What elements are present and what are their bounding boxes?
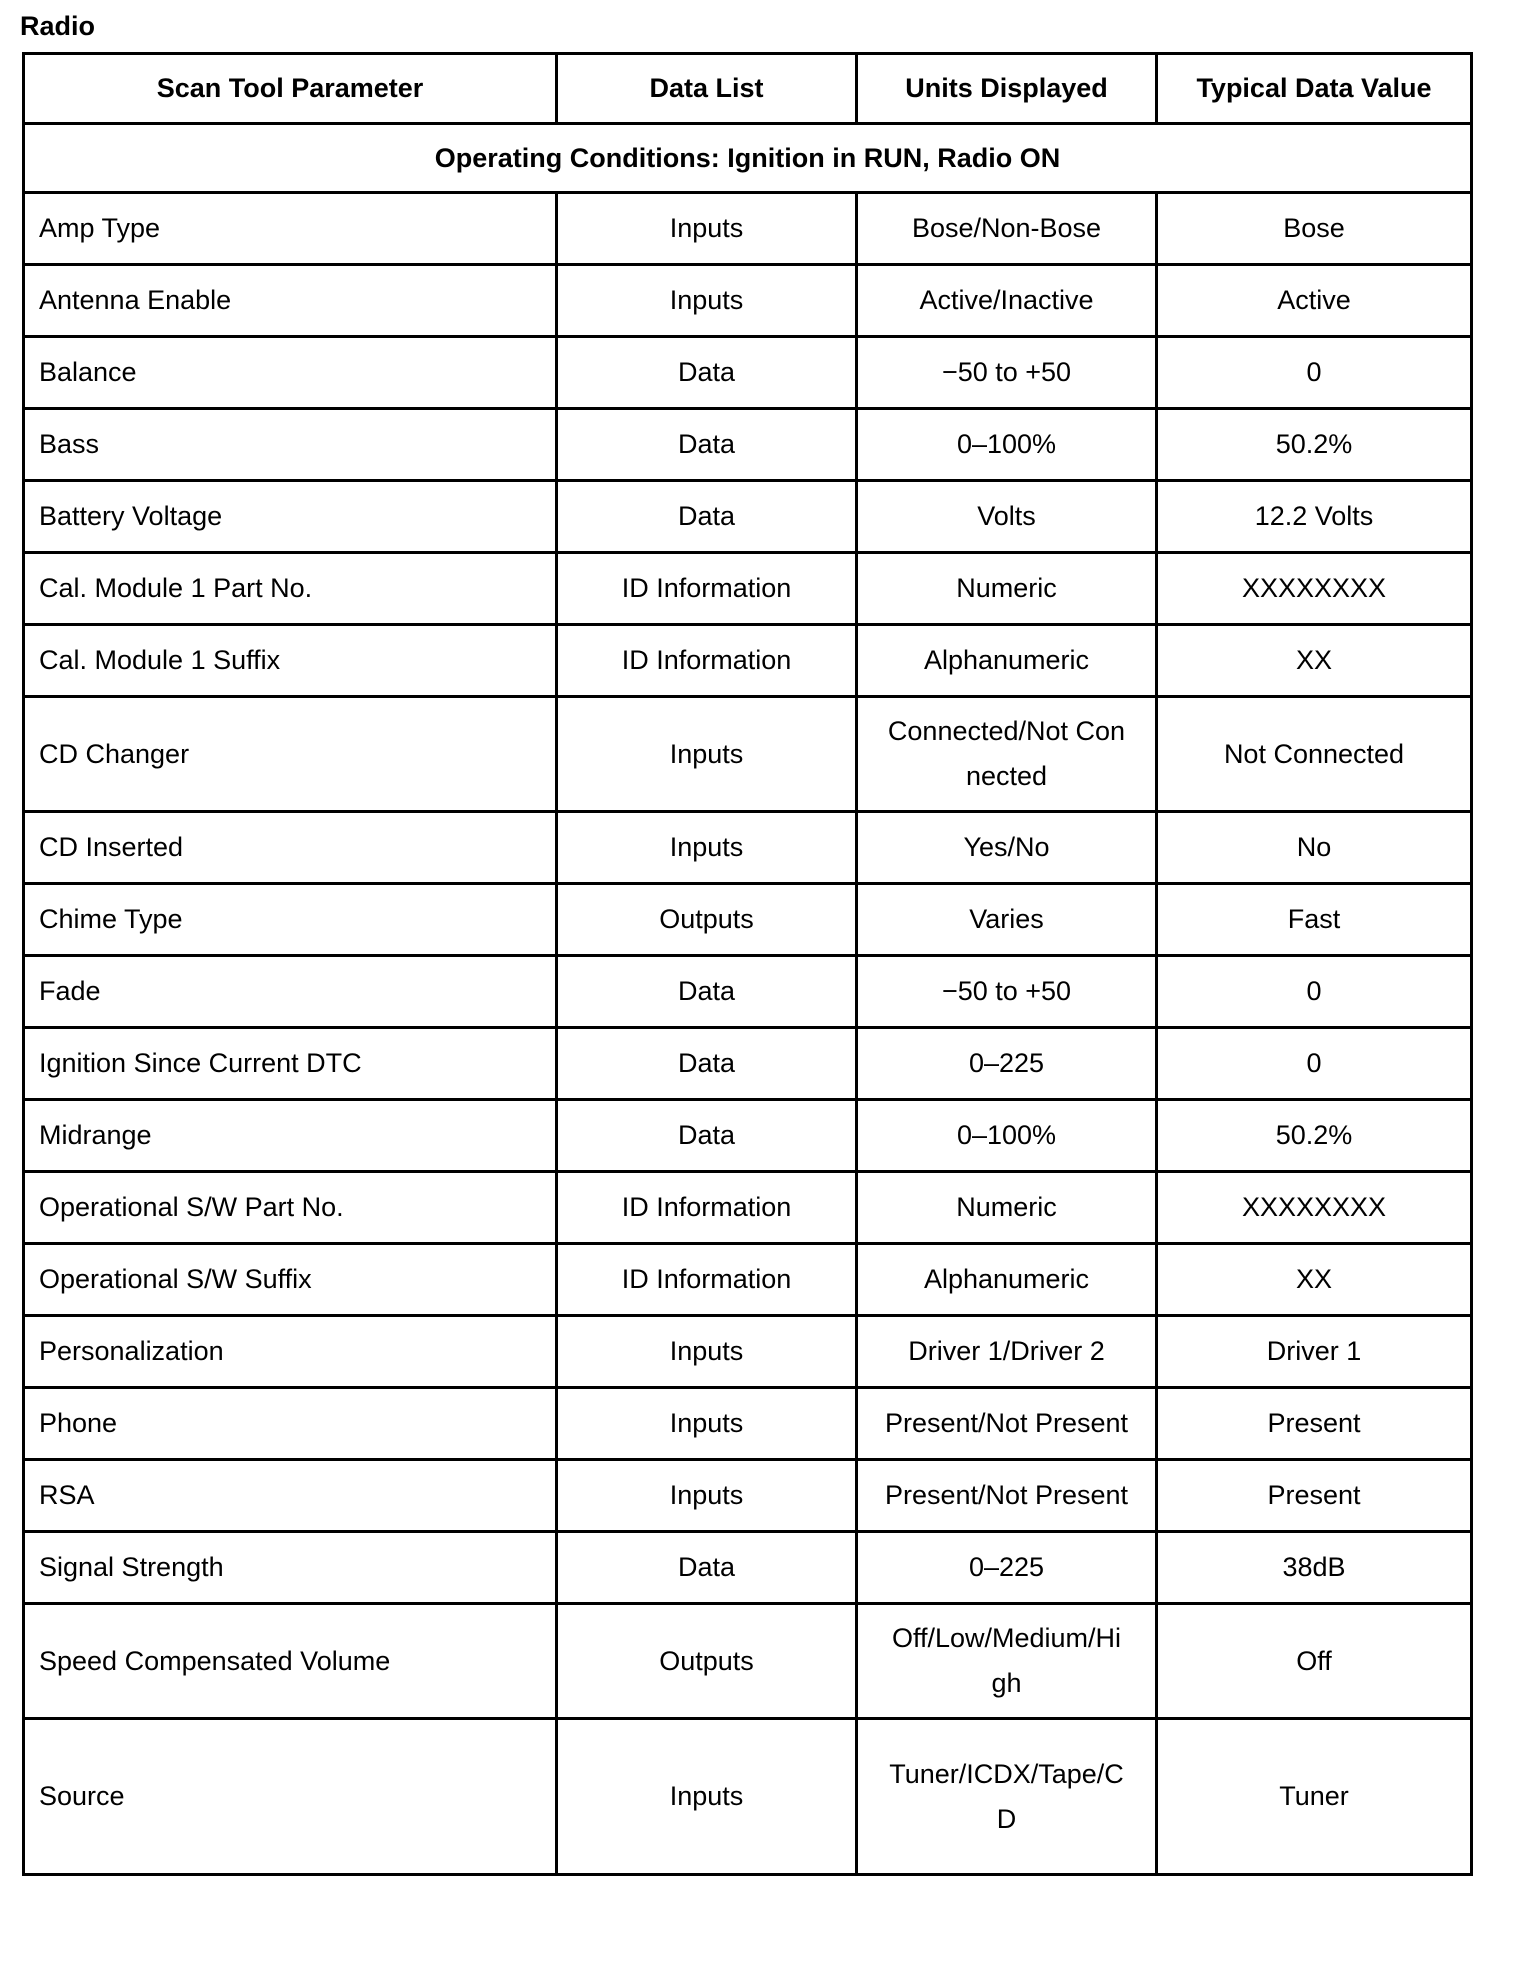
operating-conditions-label: Operating Conditions: Ignition in RUN, Radio ON: [24, 124, 1472, 193]
table-row: [24, 956, 1472, 1028]
table-row: [24, 409, 1472, 481]
operating-conditions-row: [24, 124, 1472, 193]
table-row: [24, 1532, 1472, 1604]
cell-data-list: Data: [557, 1100, 857, 1172]
cell-typical-value: Tuner: [1157, 1719, 1472, 1875]
table-row: [24, 553, 1472, 625]
cell-data-list: ID Information: [557, 625, 857, 697]
table-row: [24, 1244, 1472, 1316]
cell-data-list: Data: [557, 481, 857, 553]
cell-units: 0–225: [857, 1532, 1157, 1604]
cell-typical-value: Off: [1157, 1604, 1472, 1719]
cell-typical-value: 0: [1157, 1028, 1472, 1100]
cell-data-list: Data: [557, 956, 857, 1028]
cell-typical-value: 50.2%: [1157, 1100, 1472, 1172]
cell-units: 0–100%: [857, 1100, 1157, 1172]
table-row: [24, 1388, 1472, 1460]
cell-typical-value: 38dB: [1157, 1532, 1472, 1604]
cell-parameter: Chime Type: [24, 884, 557, 956]
cell-parameter: Operational S/W Part No.: [24, 1172, 557, 1244]
cell-typical-value: No: [1157, 812, 1472, 884]
cell-typical-value: XX: [1157, 1244, 1472, 1316]
cell-parameter: Bass: [24, 409, 557, 481]
cell-parameter: Speed Compensated Volume: [24, 1604, 557, 1719]
cell-parameter: Operational S/W Suffix: [24, 1244, 557, 1316]
cell-units: [857, 697, 1157, 812]
cell-units: −50 to +50: [857, 337, 1157, 409]
cell-units: 0–100%: [857, 409, 1157, 481]
cell-parameter: Source: [24, 1719, 557, 1875]
cell-typical-value: 0: [1157, 956, 1472, 1028]
cell-units-text: Connected/Not Connected: [887, 716, 1126, 791]
table-header-row: [24, 54, 1472, 124]
cell-data-list: Inputs: [557, 193, 857, 265]
cell-data-list: Inputs: [557, 1460, 857, 1532]
cell-parameter: Amp Type: [24, 193, 557, 265]
cell-typical-value: Bose: [1157, 193, 1472, 265]
cell-data-list: Inputs: [557, 1388, 857, 1460]
cell-data-list: Inputs: [557, 697, 857, 812]
cell-data-list: Inputs: [557, 812, 857, 884]
cell-data-list: Inputs: [557, 1719, 857, 1875]
cell-units: 0–225: [857, 1028, 1157, 1100]
cell-typical-value: Active: [1157, 265, 1472, 337]
cell-typical-value: 0: [1157, 337, 1472, 409]
cell-data-list: Data: [557, 1028, 857, 1100]
cell-typical-value: 50.2%: [1157, 409, 1472, 481]
cell-units-text: Tuner/ICDX/Tape/CD: [889, 1758, 1124, 1834]
table-row: [24, 1028, 1472, 1100]
table-row: [24, 1316, 1472, 1388]
cell-units: Alphanumeric: [857, 1244, 1157, 1316]
table-row: [24, 265, 1472, 337]
cell-units: Driver 1/Driver 2: [857, 1316, 1157, 1388]
cell-data-list: Outputs: [557, 884, 857, 956]
cell-units: Volts: [857, 481, 1157, 553]
cell-units: [857, 1719, 1157, 1875]
cell-data-list: ID Information: [557, 1244, 857, 1316]
cell-data-list: ID Information: [557, 1172, 857, 1244]
cell-typical-value: Fast: [1157, 884, 1472, 956]
cell-typical-value: 12.2 Volts: [1157, 481, 1472, 553]
header-units-displayed: Units Displayed: [857, 54, 1157, 124]
cell-units-text: Off/Low/Medium/High: [891, 1623, 1122, 1698]
cell-parameter: Cal. Module 1 Suffix: [24, 625, 557, 697]
table-row: [24, 625, 1472, 697]
table-row: [24, 1172, 1472, 1244]
header-typical-data-value: Typical Data Value: [1157, 54, 1472, 124]
cell-parameter: Cal. Module 1 Part No.: [24, 553, 557, 625]
cell-data-list: Data: [557, 409, 857, 481]
cell-data-list: Data: [557, 337, 857, 409]
cell-units: Numeric: [857, 1172, 1157, 1244]
cell-units: Numeric: [857, 553, 1157, 625]
cell-typical-value: Driver 1: [1157, 1316, 1472, 1388]
document-title: Radio: [20, 11, 96, 41]
table-row: [24, 697, 1472, 812]
cell-parameter: Personalization: [24, 1316, 557, 1388]
table-row: [24, 812, 1472, 884]
cell-typical-value: XXXXXXXX: [1157, 553, 1472, 625]
cell-units: Active/Inactive: [857, 265, 1157, 337]
table-row: [24, 1100, 1472, 1172]
cell-typical-value: Present: [1157, 1460, 1472, 1532]
cell-parameter: Antenna Enable: [24, 265, 557, 337]
cell-units: [857, 1604, 1157, 1719]
cell-units: Present/Not Present: [857, 1460, 1157, 1532]
table-row: [24, 481, 1472, 553]
table-row: [24, 1719, 1472, 1875]
cell-units: Bose/Non-Bose: [857, 193, 1157, 265]
table-row: [24, 1604, 1472, 1719]
cell-parameter: RSA: [24, 1460, 557, 1532]
table-row: [24, 884, 1472, 956]
cell-typical-value: Present: [1157, 1388, 1472, 1460]
cell-parameter: CD Inserted: [24, 812, 557, 884]
header-data-list: Data List: [557, 54, 857, 124]
table-row: [24, 337, 1472, 409]
cell-units: Present/Not Present: [857, 1388, 1157, 1460]
table-row: [24, 193, 1472, 265]
cell-parameter: Midrange: [24, 1100, 557, 1172]
cell-typical-value: XX: [1157, 625, 1472, 697]
table-row: [24, 1460, 1472, 1532]
cell-data-list: Inputs: [557, 265, 857, 337]
cell-typical-value: Not Connected: [1157, 697, 1472, 812]
scan-tool-data-table: [22, 52, 1473, 1876]
cell-units: Yes/No: [857, 812, 1157, 884]
cell-units: Alphanumeric: [857, 625, 1157, 697]
cell-typical-value: XXXXXXXX: [1157, 1172, 1472, 1244]
cell-data-list: Inputs: [557, 1316, 857, 1388]
cell-parameter: Battery Voltage: [24, 481, 557, 553]
cell-parameter: Ignition Since Current DTC: [24, 1028, 557, 1100]
cell-parameter: CD Changer: [24, 697, 557, 812]
cell-data-list: Outputs: [557, 1604, 857, 1719]
cell-parameter: Phone: [24, 1388, 557, 1460]
header-scan-tool-parameter: Scan Tool Parameter: [24, 54, 557, 124]
cell-parameter: Balance: [24, 337, 557, 409]
cell-units: −50 to +50: [857, 956, 1157, 1028]
cell-data-list: Data: [557, 1532, 857, 1604]
cell-parameter: Signal Strength: [24, 1532, 557, 1604]
cell-data-list: ID Information: [557, 553, 857, 625]
cell-units: Varies: [857, 884, 1157, 956]
cell-parameter: Fade: [24, 956, 557, 1028]
